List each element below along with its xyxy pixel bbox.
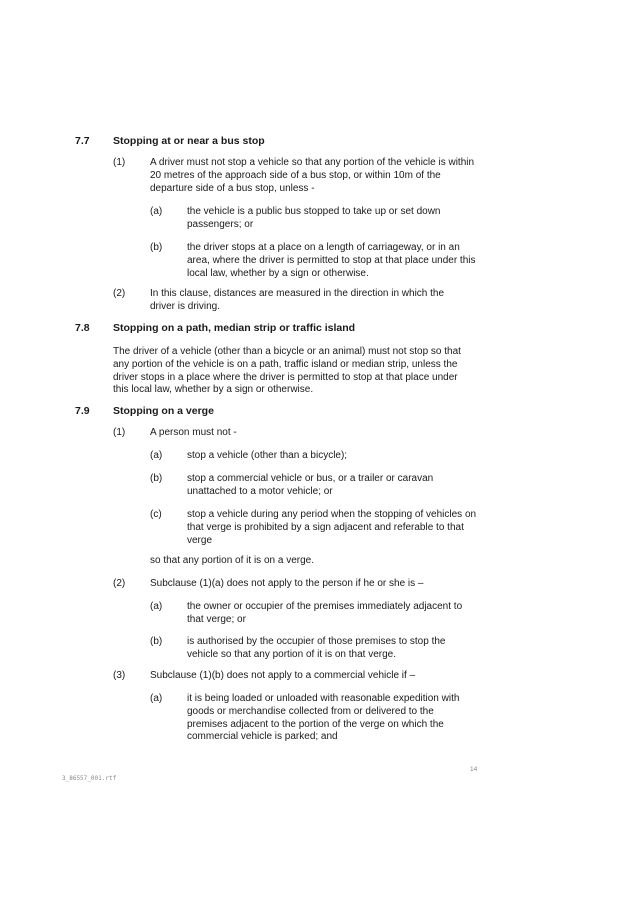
paragraph-text: stop a vehicle (other than a bicycle);: [187, 450, 348, 461]
paragraph-text: stop a commercial vehicle or bus, or a trailer or caravan unattached to a motor vehicle; or: [187, 473, 434, 497]
paragraph-label: (a): [150, 450, 163, 461]
paragraph-text: stop a vehicle during any period when the stopping of vehicles on that verge is prohibited by a sign adjacent and referable to that verge: [187, 509, 477, 546]
subclause-text: In this clause, distances are measured in the direction in which the driver is driving.: [150, 288, 445, 312]
paragraph-label: (c): [150, 509, 162, 520]
subclause-tail: so that any portion of it is on a verge.: [150, 555, 314, 566]
page-number: 14: [470, 766, 478, 773]
section-heading: Stopping at or near a bus stop: [113, 135, 265, 147]
paragraph-label: (b): [150, 636, 163, 647]
paragraph-text: the owner or occupier of the premises immediately adjacent to that verge; or: [187, 601, 463, 625]
subclause-text: A driver must not stop a vehicle so that any portion of the vehicle is within 20 metres of the approach side of a bus stop, or within 10m of the departure side of a bus stop, unless -: [150, 157, 475, 194]
subclause-label: (1): [113, 427, 126, 438]
paragraph-text: the vehicle is a public bus stopped to take up or set down passengers; or: [187, 206, 441, 230]
paragraph-label: (b): [150, 473, 163, 484]
subclause-text: Subclause (1)(a) does not apply to the person if he or she is –: [150, 578, 424, 589]
section-heading: Stopping on a verge: [113, 405, 214, 417]
section-number: 7.7: [75, 135, 90, 147]
section-number: 7.9: [75, 405, 90, 417]
section-text: The driver of a vehicle (other than a bicycle or an animal) must not stop so that any portion of the vehicle is on a path, traffic island or median strip, unless the driver stops in a place where the driver is permitted to stop at that place under this local law, whether by a sign or otherwise.: [113, 346, 461, 396]
subclause-text: Subclause (1)(b) does not apply to a commercial vehicle if –: [150, 670, 416, 681]
paragraph-text: the driver stops at a place on a length of carriageway, or in an area, where the driver is permitted to stop at that place under this local law, whether by a sign or otherwise.: [187, 242, 476, 279]
paragraph-label: (a): [150, 693, 163, 704]
subclause-label: (2): [113, 288, 126, 299]
subclause-text: A person must not -: [150, 427, 237, 438]
paragraph-label: (a): [150, 601, 163, 612]
section-number: 7.8: [75, 322, 90, 334]
subclause-label: (3): [113, 670, 126, 681]
section-heading: Stopping on a path, median strip or traffic island: [113, 322, 356, 334]
paragraph-label: (b): [150, 242, 163, 253]
paragraph-text: is authorised by the occupier of those premises to stop the vehicle so that any portion of it is on that verge.: [187, 636, 446, 660]
subclause-label: (2): [113, 578, 126, 589]
paragraph-label: (a): [150, 206, 163, 217]
document-reference: 3_86557_001.rtf: [62, 775, 117, 782]
paragraph-text: it is being loaded or unloaded with reasonable expedition with goods or merchandise collected from or delivered to the premises adjacent to the portion of the verge on which the commercial vehicle is parked; and: [187, 693, 460, 743]
subclause-label: (1): [113, 157, 126, 168]
